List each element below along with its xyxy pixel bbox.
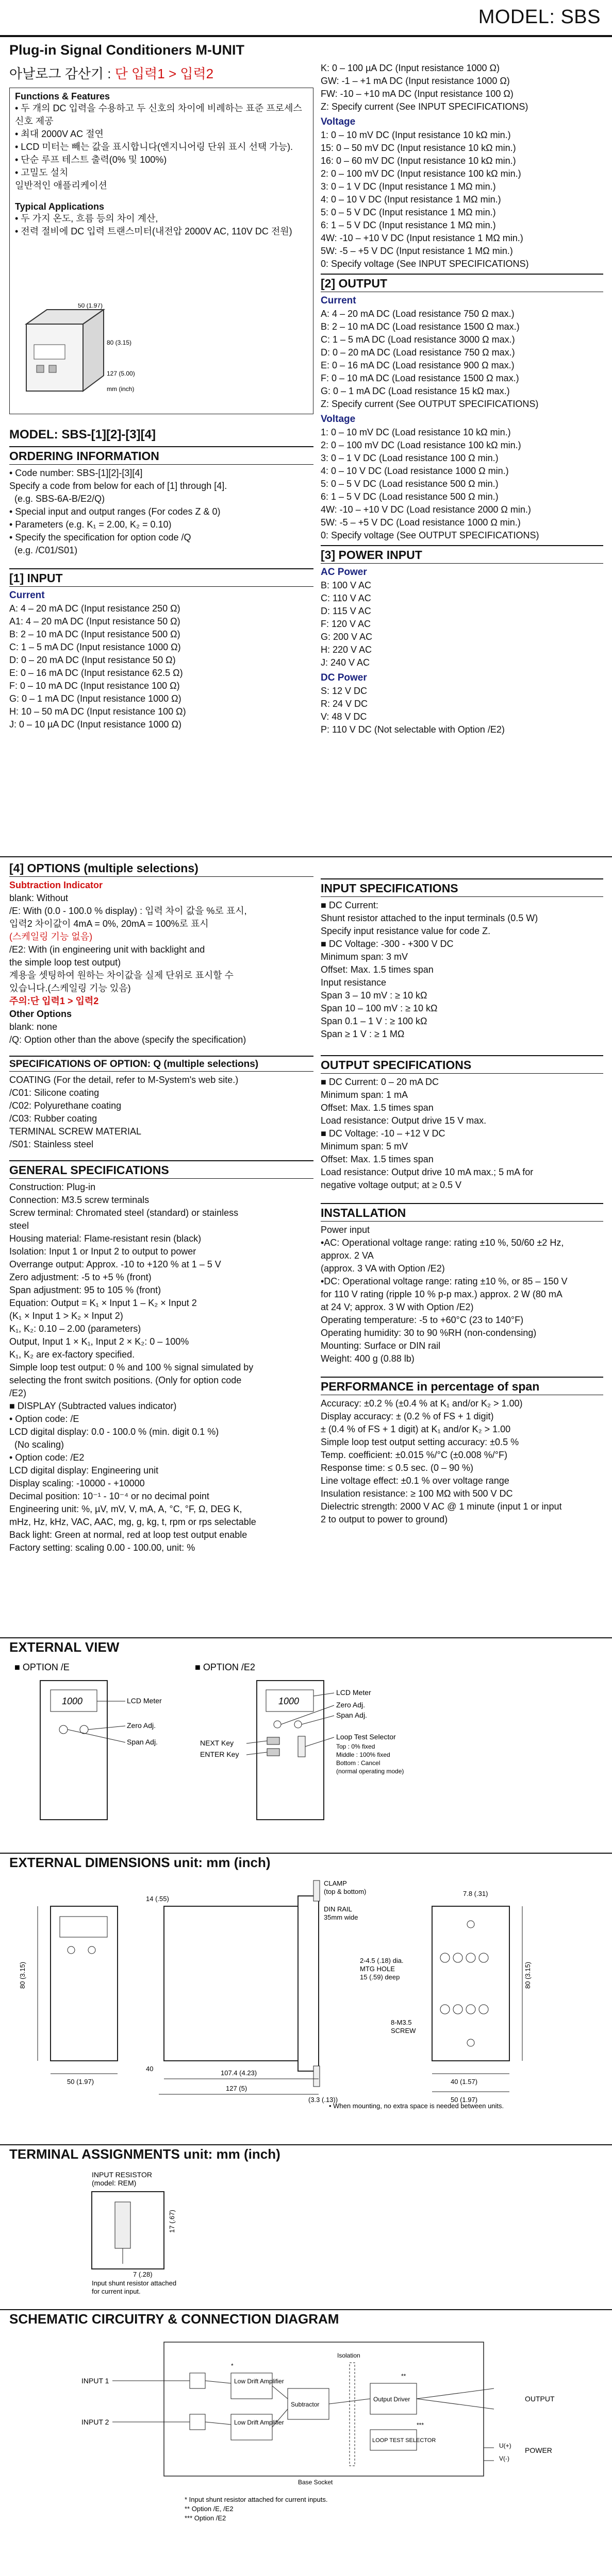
- dc-power-item: P: 110 V DC (Not selectable with Option /E2): [321, 724, 505, 735]
- label-mtg-hole-depth: 15 (.59) deep: [360, 1973, 400, 1981]
- ordering-line: • Parameters (e.g. K₁ = 2.00, K₂ = 0.10): [9, 519, 172, 530]
- general-spec-line: LCD digital display: 0.0 - 100.0 % (min. digit 0.1 %): [9, 1427, 219, 1437]
- function-item: • 단순 루프 테스트 출력(0% 및 100%): [15, 155, 167, 165]
- output-current-item: D: 0 – 20 mA DC (Load resistance 750 Ω max.): [321, 347, 515, 358]
- label-input-resistor-model: (model: REM): [92, 2179, 137, 2187]
- spec-q-line: /C01: Silicone coating: [9, 1088, 100, 1098]
- installation-line: (approx. 3 VA with Option /E2): [321, 1263, 445, 1274]
- installation-line: Mounting: Surface or DIN rail: [321, 1341, 441, 1351]
- enter-key[interactable]: [267, 1749, 279, 1756]
- performance-line: ± (0.4 % of FS + 1 digit) at K₁ and/or K₂ > 1.00: [321, 1424, 511, 1434]
- input-voltage-item: 4: 0 – 10 V DC (Input resistance 1 MΩ min.): [321, 194, 501, 205]
- ac-power-item: H: 220 V AC: [321, 645, 372, 655]
- schematic-diagram: [9, 2332, 602, 2576]
- dim-unit: mm (inch): [107, 385, 135, 393]
- ac-power-item: F: 120 V AC: [321, 619, 371, 629]
- general-spec-line: • Option code: /E: [9, 1414, 79, 1424]
- label-enter-key: ENTER Key: [200, 1750, 239, 1758]
- input-voltage-item: 5: 0 – 5 V DC (Input resistance 1 MΩ min.): [321, 207, 496, 217]
- ordering-line: • Special input and output ranges (For codes Z & 0): [9, 506, 221, 517]
- output-current-item: Z: Specify current (See OUTPUT SPECIFICATIONS): [321, 399, 539, 409]
- korean-subtitle-red: 단 입력1 > 입력2: [114, 66, 214, 81]
- power-title: [3] POWER INPUT: [321, 545, 603, 564]
- block-loop-test: LOOP TEST SELECTOR: [372, 2437, 436, 2444]
- dim-gap: (3.3 (.13)): [308, 2096, 338, 2104]
- spec-q-line: /S01: Stainless steel: [9, 1139, 94, 1149]
- label-clamp-sub: (top & bottom): [324, 1888, 367, 1895]
- general-spec-line: K₁, K₂ are ex-factory specified.: [9, 1349, 135, 1360]
- general-spec-line: LCD digital display: Engineering unit: [9, 1465, 159, 1476]
- input-title: [1] INPUT: [9, 568, 313, 587]
- output-title: [2] OUTPUT: [321, 274, 603, 292]
- dim-width: 50 (1.97): [78, 303, 103, 309]
- general-spec-line: Display scaling: -10000 - +10000: [9, 1478, 145, 1488]
- installation-line: Weight: 400 g (0.88 lb): [321, 1353, 415, 1364]
- general-spec-line: Connection: M3.5 screw terminals: [9, 1195, 150, 1205]
- option-line: 있습니다.(스케일링 기능 있음): [9, 983, 131, 993]
- output-spec-line: Minimum span: 5 mV: [321, 1141, 408, 1151]
- dc-power-item: S: 12 V DC: [321, 686, 368, 696]
- general-spec-line: Back light: Green at normal, red at loop test output enable: [9, 1530, 247, 1540]
- input-voltage-item: 4W: -10 – +10 V DC (Input resistance 1 MΩ min.): [321, 233, 523, 243]
- output-spec-line: Load resistance: Output drive 10 mA max.; 5 mA for: [321, 1167, 534, 1177]
- product-title: Plug-in Signal Conditioners M-UNIT: [9, 42, 244, 58]
- right-top-column: [321, 62, 603, 736]
- label-mtg-hole-sub: MTG HOLE: [360, 1965, 395, 1973]
- output-voltage-item: 4W: -10 – +10 V DC (Load resistance 2000 Ω min.): [321, 504, 531, 515]
- function-item: • 두 개의 DC 입력을 수용하고 두 신호의 차이에 비례하는 표준 프로세스 신호 제공: [15, 103, 305, 126]
- general-spec-line: Zero adjustment: -5 to +5 % (front): [9, 1272, 152, 1282]
- option-line: 입력2 차이값이 4mA = 0%, 20mA = 100%로 표시: [9, 919, 209, 929]
- installation-line: Operating humidity: 30 to 90 %RH (non-condensing): [321, 1328, 537, 1338]
- general-spec-line: Construction: Plug-in: [9, 1182, 96, 1192]
- external-dimensions-title: EXTERNAL DIMENSIONS unit: mm (inch): [9, 1855, 271, 1870]
- input-voltage-item: 5W: -5 – +5 V DC (Input resistance 1 MΩ min.): [321, 246, 513, 256]
- general-spec-line: Housing material: Flame-resistant resin (black): [9, 1233, 202, 1244]
- terminal-note-2: for current input.: [92, 2287, 141, 2295]
- input-spec-line: ■ DC Current:: [321, 900, 378, 910]
- options-title: [4] OPTIONS (multiple selections): [9, 859, 313, 877]
- input-spec-line: Input resistance: [321, 977, 387, 988]
- input-range-item: FW: -10 – +10 mA DC (Input resistance 100 Ω): [321, 89, 514, 99]
- output-spec-line: Load resistance: Output drive 15 V max.: [321, 1115, 487, 1126]
- loop-test-top: Top : 0% fixed: [336, 1743, 375, 1750]
- output-voltage-item: 6: 1 – 5 V DC (Load resistance 500 Ω min.): [321, 492, 499, 502]
- output-current-item: B: 2 – 10 mA DC (Load resistance 1500 Ω max.): [321, 321, 520, 332]
- performance-title: PERFORMANCE in percentage of span: [321, 1377, 603, 1395]
- block-isolation: Isolation: [337, 2352, 360, 2359]
- block-subtractor: Subtractor: [291, 2401, 320, 2408]
- performance-line: Display accuracy: ± (0.2 % of FS + 1 digit): [321, 1411, 494, 1421]
- option-e-label: ■ OPTION /E: [14, 1662, 70, 1672]
- output-spec-line: Offset: Max. 1.5 times span: [321, 1154, 434, 1164]
- function-item: • LCD 미터는 빼는 값을 표시합니다(엔지니어링 단위 표시 선택 가능).: [15, 142, 293, 152]
- option-line: blank: Without: [9, 893, 69, 903]
- label-screw-sub: SCREW: [391, 2027, 416, 2035]
- general-spec-line: Screw terminal: Chromated steel (standard) or stainless: [9, 1208, 239, 1218]
- input-current-item: J: 0 – 10 µA DC (Input resistance 1000 Ω): [9, 719, 181, 730]
- dim-height: 80 (3.15): [107, 339, 132, 346]
- dim-front-height: 80 (3.15): [19, 1961, 26, 1989]
- installation-line: for 110 V rating (ripple 10 % p-p max.) approx. 2 W (80 mA: [321, 1289, 563, 1299]
- output-current-item: A: 4 – 20 mA DC (Load resistance 750 Ω max.): [321, 309, 515, 319]
- label-din-rail: DIN RAIL: [324, 1905, 352, 1913]
- block-amp-1: Low Drift Amplifier: [234, 2378, 284, 2385]
- ordering-line: • Specify the specification for option code /Q: [9, 532, 191, 543]
- general-spec-line: steel: [9, 1221, 29, 1231]
- installation-line: at 24 V; approx. 3 W with Option /E2): [321, 1302, 474, 1312]
- dc-power-label: DC Power: [321, 672, 367, 683]
- installation-line: •AC: Operational voltage range: rating ±10 %, 50/60 ±2 Hz,: [321, 1238, 564, 1248]
- general-spec-line: (No scaling): [9, 1439, 64, 1450]
- functions-title: Functions & Features: [15, 91, 110, 101]
- input-current-label: Current: [9, 590, 45, 601]
- option-line: Other Options: [9, 1009, 72, 1019]
- input-voltage-item: 3: 0 – 1 V DC (Input resistance 1 MΩ min.): [321, 181, 496, 192]
- schematic-note-2: ** Option /E, /E2: [185, 2505, 234, 2513]
- performance-line: Insulation resistance: ≥ 100 MΩ with 500 V DC: [321, 1488, 513, 1499]
- label-base-socket: Base Socket: [298, 2479, 333, 2486]
- option-line: 계용을 셋팅하여 원하는 차이값을 실제 단위로 표시할 수: [9, 970, 234, 980]
- dim-base-height: 80 (3.15): [524, 1961, 532, 1989]
- label-zero-adj: Zero Adj.: [127, 1721, 156, 1730]
- typical-item: • 두 가지 온도, 흐름 등의 차이 계산,: [15, 213, 158, 224]
- option-line: (스케일링 기능 없음): [9, 931, 93, 942]
- input-voltage-item: 6: 1 – 5 V DC (Input resistance 1 MΩ min.): [321, 220, 496, 230]
- divider: [0, 856, 612, 857]
- general-spec-line: selecting the front switch positions. (Only for option code: [9, 1375, 242, 1385]
- performance-line: Dielectric strength: 2000 V AC @ 1 minute (input 1 or input: [321, 1501, 562, 1512]
- options-column: [9, 859, 313, 1554]
- input-current-item: D: 0 – 20 mA DC (Input resistance 50 Ω): [9, 655, 176, 665]
- applications-label: 일반적인 애플리케이션: [15, 180, 107, 191]
- dim-terminal-17: 17 (.67): [168, 2210, 176, 2233]
- installation-line: approx. 2 VA: [321, 1250, 374, 1261]
- product-sketch: [16, 303, 166, 396]
- ac-power-item: C: 110 V AC: [321, 593, 371, 603]
- input-range-item: GW: -1 – +1 mA DC (Input resistance 1000 Ω): [321, 76, 510, 86]
- general-spec-line: Overrange output: Approx. -10 to +120 % at 1 – 5 V: [9, 1259, 221, 1269]
- terminal-assignments-title: TERMINAL ASSIGNMENTS unit: mm (inch): [9, 2146, 280, 2162]
- model-title: MODEL: SBS: [478, 6, 601, 28]
- input-range-item: Z: Specify current (See INPUT SPECIFICATIONS): [321, 101, 528, 112]
- subtraction-indicator-title: Subtraction Indicator: [9, 880, 103, 890]
- option-e2-label: ■ OPTION /E2: [195, 1662, 255, 1672]
- input-spec-title: INPUT SPECIFICATIONS: [321, 878, 603, 897]
- loop-test-note: (normal operating mode): [336, 1768, 404, 1775]
- input-spec-line: Minimum span: 3 mV: [321, 952, 408, 962]
- mounting-note: • When mounting, no extra space is needed between units.: [329, 2102, 504, 2110]
- input-current-item: F: 0 – 10 mA DC (Input resistance 100 Ω): [9, 681, 180, 691]
- performance-line: Simple loop test output setting accuracy: ±0.5 %: [321, 1437, 519, 1447]
- output-spec-line: Offset: Max. 1.5 times span: [321, 1103, 434, 1113]
- input-spec-line: Shunt resistor attached to the input terminals (0.5 W): [321, 913, 538, 923]
- dim-clamp-height: 14 (.55): [146, 1895, 169, 1903]
- option-line: blank: none: [9, 1022, 58, 1032]
- output-spec-line: negative voltage output; at ≥ 0.5 V: [321, 1180, 462, 1190]
- divider: [0, 2144, 612, 2145]
- label-next-key: NEXT Key: [200, 1739, 234, 1747]
- ordering-title: ORDERING INFORMATION: [9, 446, 313, 465]
- spec-q-line: /C03: Rubber coating: [9, 1113, 97, 1124]
- general-spec-line: Factory setting: scaling 0.00 - 100.00, unit: %: [9, 1543, 195, 1553]
- header-bar: [0, 0, 612, 37]
- dc-power-item: R: 24 V DC: [321, 699, 368, 709]
- block-output-driver: Output Driver: [373, 2396, 410, 2403]
- input-voltage-item: 2: 0 – 100 mV DC (Input resistance 100 kΩ min.): [321, 168, 521, 179]
- output-spec-line: ■ DC Current: 0 – 20 mA DC: [321, 1077, 439, 1087]
- label-span-adj: Span Adj.: [127, 1738, 158, 1746]
- output-voltage-item: 1: 0 – 10 mV DC (Load resistance 10 kΩ min.): [321, 427, 511, 437]
- installation-line: Operating temperature: -5 to +60°C (23 to 140°F): [321, 1315, 524, 1325]
- schematic-note-1: * Input shunt resistor attached for current inputs.: [185, 2496, 328, 2503]
- ordering-line: • Code number: SBS-[1][2]-[3][4]: [9, 468, 143, 478]
- terminal-note-1: Input shunt resistor attached: [92, 2279, 177, 2287]
- korean-subtitle: [9, 63, 313, 82]
- output-voltage-item: 5W: -5 – +5 V DC (Load resistance 1000 Ω min.): [321, 517, 521, 528]
- general-spec-line: mHz, Hz, kHz, VAC, AAC, mg, g, kg, t, rpm or rps selectable: [9, 1517, 256, 1527]
- label-lcd-meter: LCD Meter: [127, 1697, 162, 1705]
- input-current-item: C: 1 – 5 mA DC (Input resistance 1000 Ω): [9, 642, 181, 652]
- output-spec-line: ■ DC Voltage: -10 – +12 V DC: [321, 1128, 445, 1139]
- dim-depth: 127 (5.00): [107, 370, 135, 377]
- output-voltage-item: 3: 0 – 1 V DC (Load resistance 100 Ω min.): [321, 453, 499, 463]
- input-voltage-item: 16: 0 – 60 mV DC (Input resistance 10 kΩ min.): [321, 156, 516, 166]
- mark-star-2: **: [401, 2372, 406, 2380]
- output-spec-line: Minimum span: 1 mA: [321, 1090, 408, 1100]
- ac-power-item: J: 240 V AC: [321, 657, 370, 668]
- lcd-value-e: 1000: [62, 1696, 83, 1706]
- korean-subtitle-prefix: 아날로그 감산기 :: [9, 66, 115, 81]
- external-view-title: EXTERNAL VIEW: [9, 1639, 120, 1655]
- general-spec-line: /E2): [9, 1388, 27, 1398]
- general-title: GENERAL SPECIFICATIONS: [9, 1160, 313, 1179]
- option-line: /E: With (0.0 - 100.0 % display) : 입력 차이 값을 %로 표시,: [9, 906, 247, 916]
- input-voltage-item: 15: 0 – 50 mV DC (Input resistance 10 kΩ min.): [321, 143, 516, 153]
- label-power: POWER: [525, 2446, 552, 2454]
- performance-line: Temp. coefficient: ±0.015 %/°C (±0.008 %/°F): [321, 1450, 507, 1460]
- input-current-item: E: 0 – 16 mA DC (Input resistance 62.5 Ω): [9, 668, 183, 678]
- output-current-item: E: 0 – 16 mA DC (Load resistance 900 Ω max.): [321, 360, 515, 370]
- general-spec-line: Simple loop test output: 0 % and 100 % signal simulated by: [9, 1362, 254, 1372]
- lcd-value-e2: 1000: [278, 1696, 300, 1706]
- general-spec-line: Equation: Output = K₁ × Input 1 – K₂ × Input 2: [9, 1298, 197, 1308]
- label-zero-adj-e2: Zero Adj.: [336, 1701, 366, 1709]
- input-spec-line: Span 3 – 10 mV : ≥ 10 kΩ: [321, 990, 427, 1001]
- dim-depth-127: 127 (5): [226, 2084, 247, 2092]
- label-screw: 8-M3.5: [391, 2019, 412, 2026]
- ordering-line: (e.g. SBS-6A-B/E2/Q): [9, 494, 105, 504]
- input-current-item: B: 2 – 10 mA DC (Input resistance 500 Ω): [9, 629, 180, 639]
- performance-line: 2 to output to power to ground): [321, 1514, 448, 1524]
- label-lcd-meter-e2: LCD Meter: [336, 1688, 371, 1697]
- label-input-resistor: INPUT RESISTOR: [92, 2171, 152, 2179]
- spec-column: [321, 878, 603, 1526]
- output-current-item: F: 0 – 10 mA DC (Load resistance 1500 Ω max.): [321, 373, 519, 383]
- general-spec-line: (K₁ × Input 1 > K₂ × Input 2): [9, 1311, 123, 1321]
- output-current-item: G: 0 – 1 mA DC (Load resistance 15 kΩ max.): [321, 386, 510, 396]
- dim-bottom: 40: [146, 2065, 154, 2073]
- dim-base-50: 50 (1.97): [451, 2096, 478, 2104]
- divider: [0, 1637, 612, 1638]
- label-loop-test-selector: Loop Test Selector: [336, 1733, 396, 1741]
- spec-q-line: COATING (For the detail, refer to M-System's web site.): [9, 1075, 239, 1085]
- schematic-note-3: *** Option /E2: [185, 2514, 226, 2522]
- general-spec-line: Engineering unit: %, µV, mV, V, mA, A, °C, °F, Ω, DEG K,: [9, 1504, 242, 1514]
- typical-item: • 전력 절비에 DC 입력 트랜스미터(내전압 2000V AC, 110V DC 전원): [15, 226, 292, 236]
- label-v-minus: V(-): [499, 2455, 509, 2462]
- output-voltage-item: 0: Specify voltage (See OUTPUT SPECIFICATIONS): [321, 530, 539, 540]
- external-view-diagram: [9, 1660, 602, 1830]
- dim-depth-107: 107.4 (4.23): [221, 2069, 257, 2077]
- dim-front-width: 50 (1.97): [67, 2078, 94, 2086]
- label-din-rail-sub: 35mm wide: [324, 1913, 358, 1921]
- function-item: • 최대 2000V AC 절연: [15, 129, 104, 139]
- dc-power-item: V: 48 V DC: [321, 711, 367, 722]
- general-spec-line: Span adjustment: 95 to 105 % (front): [9, 1285, 161, 1295]
- schematic-title: SCHEMATIC CIRCUITRY & CONNECTION DIAGRAM: [9, 2311, 339, 2327]
- output-current-item: C: 1 – 5 mA DC (Load resistance 3000 Ω max.): [321, 334, 515, 345]
- divider: [0, 2309, 612, 2310]
- ac-power-item: D: 115 V AC: [321, 606, 371, 616]
- performance-line: Accuracy: ±0.2 % (±0.4 % at K₁ and/or K₂ > 1.00): [321, 1398, 523, 1409]
- zero-adj-knob: [59, 1725, 68, 1734]
- general-spec-line: K₁, K₂: 0.10 – 2.00 (parameters): [9, 1324, 141, 1334]
- loop-test-selector[interactable]: [298, 1736, 305, 1757]
- general-spec-line: ■ DISPLAY (Subtracted values indicator): [9, 1401, 177, 1411]
- ac-power-item: B: 100 V AC: [321, 580, 372, 590]
- loop-test-middle: Middle : 100% fixed: [336, 1751, 390, 1758]
- ordering-line: Specify a code from below for each of [1] through [4].: [9, 481, 227, 491]
- installation-line: •DC: Operational voltage range: rating ±10 %, or 85 – 150 V: [321, 1276, 568, 1286]
- typical-title: Typical Applications: [15, 201, 105, 212]
- external-dimensions-diagram: [9, 1875, 602, 2112]
- ac-power-item: G: 200 V AC: [321, 632, 373, 642]
- input-spec-line: Offset: Max. 1.5 times span: [321, 964, 434, 975]
- option-line: /E2: With (in engineering unit with backlight and: [9, 944, 205, 955]
- mark-star-1: *: [231, 2362, 234, 2369]
- input-current-item: A1: 4 – 20 mA DC (Input resistance 50 Ω): [9, 616, 180, 626]
- functions-box: [9, 88, 313, 414]
- mark-star-3: ***: [417, 2421, 424, 2429]
- installation-line: Power input: [321, 1225, 370, 1235]
- input-spec-line: Span ≥ 1 V : ≥ 1 MΩ: [321, 1029, 405, 1039]
- out-voltage-label: Voltage: [321, 414, 356, 425]
- option-line: 주의:단 입력1 > 입력2: [9, 996, 99, 1006]
- general-spec-line: • Option code: /E2: [9, 1452, 85, 1463]
- function-item: • 고밀도 설치: [15, 167, 69, 178]
- block-amp-2: Low Drift Amplifier: [234, 2419, 284, 2426]
- loop-test-bottom: Bottom : Cancel: [336, 1759, 381, 1767]
- input-voltage-item: 0: Specify voltage (See INPUT SPECIFICATIONS): [321, 259, 529, 269]
- general-spec-line: Output, Input 1 × K₁, Input 2 × K₂: 0 – 100%: [9, 1336, 189, 1347]
- input-spec-line: ■ DC Voltage: -300 - +300 V DC: [321, 939, 454, 949]
- next-key[interactable]: [267, 1737, 279, 1744]
- label-input-2: INPUT 2: [81, 2418, 109, 2426]
- dim-terminal-7: 7 (.28): [133, 2270, 153, 2278]
- dim-base-40: 40 (1.57): [451, 2078, 478, 2086]
- general-spec-line: Decimal position: 10⁻¹ - 10⁻⁴ or no decimal point: [9, 1491, 209, 1501]
- output-voltage-item: 4: 0 – 10 V DC (Load resistance 1000 Ω min.): [321, 466, 509, 476]
- spec-q-line: /C02: Polyurethane coating: [9, 1100, 122, 1111]
- general-spec-line: Isolation: Input 1 or Input 2 to output to power: [9, 1246, 196, 1257]
- dim-top-7.8: 7.8 (.31): [463, 1890, 488, 1897]
- spec-q-title: SPECIFICATIONS OF OPTION: Q (multiple selections): [9, 1056, 313, 1072]
- label-output: OUTPUT: [525, 2395, 555, 2403]
- label-mtg-hole: 2-4.5 (.18) dia.: [360, 1957, 404, 1964]
- label-input-1: INPUT 1: [81, 2377, 109, 2385]
- option-line: /Q: Option other than the above (specify the specification): [9, 1035, 246, 1045]
- input-voltage-item: 1: 0 – 10 mV DC (Input resistance 10 kΩ min.): [321, 130, 511, 140]
- input-current-item: H: 10 – 50 mA DC (Input resistance 100 Ω): [9, 706, 186, 717]
- performance-line: Response time: ≤ 0.5 sec. (0 – 90 %): [321, 1463, 474, 1473]
- ordering-line: (e.g. /C01/S01): [9, 545, 78, 555]
- terminal-diagram: [9, 2166, 319, 2295]
- out-current-label: Current: [321, 295, 356, 306]
- label-span-adj-e2: Span Adj.: [336, 1711, 367, 1719]
- input-spec-line: Span 10 – 100 mV : ≥ 10 kΩ: [321, 1003, 438, 1013]
- label-clamp: CLAMP: [324, 1879, 347, 1887]
- input-current-item: G: 0 – 1 mA DC (Input resistance 1000 Ω): [9, 693, 181, 704]
- voltage-label: Voltage: [321, 116, 356, 127]
- input-range-item: K: 0 – 100 µA DC (Input resistance 1000 Ω): [321, 63, 500, 73]
- divider: [0, 1853, 612, 1854]
- output-voltage-item: 5: 0 – 5 V DC (Load resistance 500 Ω min.): [321, 479, 499, 489]
- ac-power-label: AC Power: [321, 567, 367, 578]
- model-code-line: MODEL: SBS-[1][2]-[3][4]: [9, 428, 156, 442]
- input-current-item: A: 4 – 20 mA DC (Input resistance 250 Ω): [9, 603, 180, 614]
- output-spec-title: OUTPUT SPECIFICATIONS: [321, 1055, 603, 1074]
- input-spec-line: Specify input resistance value for code Z.: [321, 926, 491, 936]
- performance-line: Line voltage effect: ±0.1 % over voltage range: [321, 1476, 509, 1486]
- output-voltage-item: 2: 0 – 100 mV DC (Load resistance 100 kΩ min.): [321, 440, 521, 450]
- spec-q-line: TERMINAL SCREW MATERIAL: [9, 1126, 142, 1137]
- input-spec-line: Span 0.1 – 1 V : ≥ 100 kΩ: [321, 1016, 427, 1026]
- installation-title: INSTALLATION: [321, 1203, 603, 1222]
- label-u-plus: U(+): [499, 2442, 511, 2449]
- option-line: the simple loop test output): [9, 957, 121, 968]
- left-top-column: [9, 42, 313, 731]
